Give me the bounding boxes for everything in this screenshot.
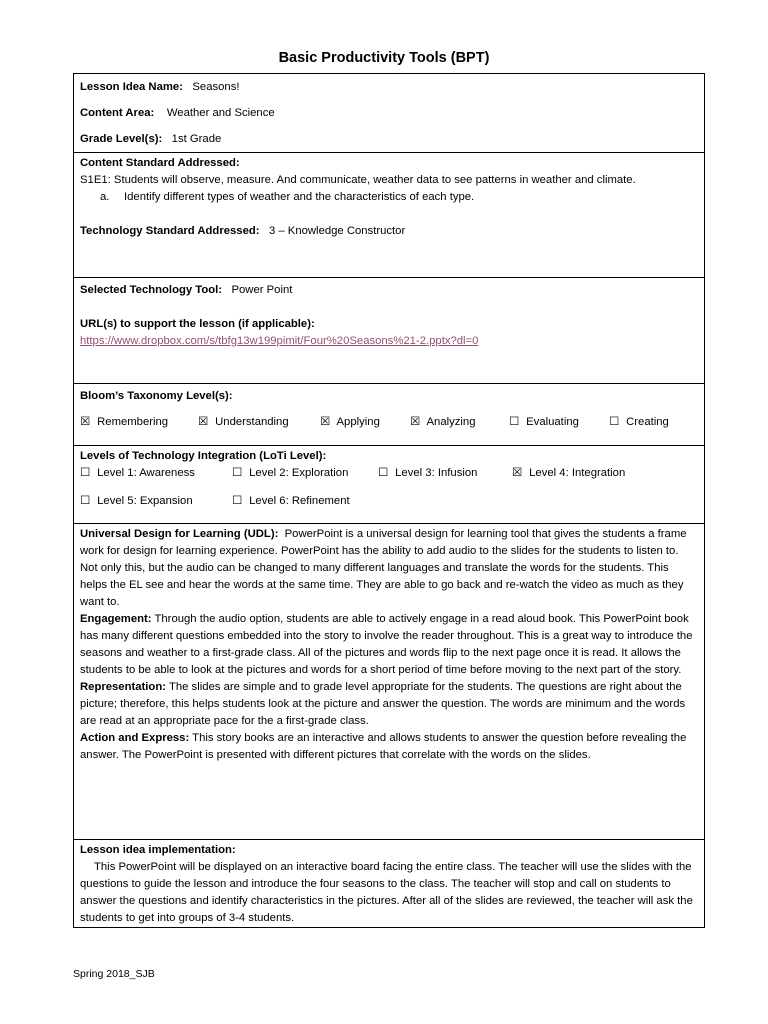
- check-box-icon: ☒: [80, 416, 91, 428]
- lesson-url-link[interactable]: https://www.dropbox.com/s/tbfg13w199pimit/Four%20Seasons%21-2.pptx?dl=0: [80, 335, 479, 347]
- tech-standard-value: 3 – Knowledge Constructor: [268, 225, 406, 237]
- tech-tool-value: Power Point: [231, 284, 293, 296]
- checkbox-evaluating[interactable]: [509, 414, 609, 431]
- url-label: URL(s) to support the lesson (if applicable):: [80, 318, 315, 330]
- representation-text: The slides are simple and to grade level appropriate for the students. The questions are right about the picture; therefore, this helps students look at the picture and answer the question. The words are minimum and the words are read at an appropriate pace for the a first-grade class.: [80, 681, 686, 727]
- checkbox-creating[interactable]: [609, 414, 669, 431]
- checkbox-analyzing[interactable]: [410, 414, 509, 431]
- grade-level-label: Grade Level(s):: [80, 133, 163, 145]
- implementation-label: Lesson idea implementation:: [80, 844, 236, 856]
- standard-sub-letter: a.: [100, 191, 110, 203]
- tech-standard-label: Technology Standard Addressed:: [80, 225, 260, 237]
- engagement-text: Through the audio option, students are able to actively engage in a read aloud book. This PowerPoint book has many different questions embedded into the story to involve the reader throughout. This is a great way to introduce the seasons and weather to a first-grade class. All of the pictures and words flip to the next page once it is read. It allows the students to be able to look at the pictures and words for a short period of time before moving to the next part of the story.: [80, 613, 693, 676]
- action-text: This story books are an interactive and allows students to answer the question before revealing the answer. The PowerPoint is presented with different pictures that correlate with the words on the slides.: [80, 732, 687, 761]
- standards-section: [74, 152, 704, 277]
- checkbox-level-3[interactable]: [378, 465, 512, 482]
- check-box-icon: ☐: [609, 416, 620, 428]
- check-box-icon: ☐: [232, 467, 243, 479]
- check-box-icon: ☐: [378, 467, 389, 479]
- checkbox-level-4[interactable]: [512, 465, 625, 482]
- blooms-section: [74, 383, 704, 445]
- checkbox-label: Applying: [336, 416, 380, 428]
- checkbox-level-5[interactable]: [80, 493, 232, 510]
- check-box-icon: ☐: [232, 495, 243, 507]
- checkbox-label: Analyzing: [426, 416, 476, 428]
- grade-level-value: 1st Grade: [171, 133, 222, 145]
- content-area-label: Content Area:: [80, 107, 155, 119]
- implementation-section: [74, 839, 704, 927]
- action-label: Action and Express:: [80, 732, 190, 744]
- lesson-idea-label: Lesson Idea Name:: [80, 81, 183, 93]
- standard-sub-text: Identify different types of weather and the characteristics of each type.: [124, 191, 475, 203]
- checkbox-label: Remembering: [97, 416, 169, 428]
- content-area-row: [80, 105, 698, 122]
- check-box-icon: ☒: [320, 416, 331, 428]
- checkbox-applying[interactable]: [320, 414, 410, 431]
- standard-sub-item: [80, 189, 698, 206]
- lesson-idea-row: [80, 79, 698, 96]
- technology-tool-section: [74, 277, 704, 383]
- check-box-icon: ☒: [512, 467, 523, 479]
- checkbox-label: Level 6: Refinement: [249, 495, 350, 507]
- checkbox-remembering[interactable]: [80, 414, 198, 431]
- tech-tool-row: [80, 282, 698, 299]
- checkbox-label: Level 2: Exploration: [249, 467, 349, 479]
- tech-standard-row: [80, 223, 698, 240]
- lesson-form: [73, 73, 705, 928]
- check-box-icon: ☐: [509, 416, 520, 428]
- checkbox-level-1[interactable]: [80, 465, 232, 482]
- udl-engagement: [80, 611, 698, 679]
- check-box-icon: ☒: [198, 416, 209, 428]
- checkbox-level-6[interactable]: [232, 493, 350, 510]
- content-standard-label: Content Standard Addressed:: [80, 157, 240, 169]
- checkbox-level-2[interactable]: [232, 465, 378, 482]
- lesson-info-section: [74, 74, 704, 152]
- check-box-icon: ☒: [410, 416, 421, 428]
- checkbox-label: Evaluating: [526, 416, 579, 428]
- loti-row-2: [80, 493, 698, 510]
- checkbox-label: Level 1: Awareness: [97, 467, 195, 479]
- udl-intro: [80, 526, 698, 611]
- page-footer: Spring 2018_SJB: [73, 968, 155, 980]
- checkbox-label: Creating: [626, 416, 669, 428]
- udl-representation: [80, 679, 698, 730]
- loti-row-1: [80, 465, 698, 482]
- checkbox-label: Understanding: [215, 416, 289, 428]
- lesson-idea-value: Seasons!: [192, 81, 240, 93]
- checkbox-label: Level 4: Integration: [529, 467, 626, 479]
- tech-tool-label: Selected Technology Tool:: [80, 284, 223, 296]
- checkbox-label: Level 3: Infusion: [395, 467, 478, 479]
- content-standard-text: S1E1: Students will observe, measure. And communicate, weather data to see patterns in weather and climate.: [80, 174, 636, 186]
- checkbox-label: Level 5: Expansion: [97, 495, 193, 507]
- representation-label: Representation:: [80, 681, 166, 693]
- udl-intro-text: PowerPoint is a universal design for learning tool that gives the students a frame work for design for learning experience. PowerPoint has the ability to add audio to the slides for the students to listen to. Not only this, but the audio can be changed to many different languages and translate the words for the students. This helps the EL see and hear the words at the same time. They are able to go back and re-watch the video as much as they want to.: [80, 528, 687, 608]
- loti-section: [74, 445, 704, 523]
- udl-section: [74, 523, 704, 839]
- content-area-value: Weather and Science: [166, 107, 275, 119]
- loti-label: Levels of Technology Integration (LoTi Level):: [80, 450, 327, 462]
- blooms-label: Bloom’s Taxonomy Level(s):: [80, 390, 233, 402]
- check-box-icon: ☐: [80, 467, 91, 479]
- check-box-icon: ☐: [80, 495, 91, 507]
- grade-level-row: [80, 131, 698, 148]
- udl-action: [80, 730, 698, 764]
- page-title: Basic Productivity Tools (BPT): [278, 50, 490, 66]
- engagement-label: Engagement:: [80, 613, 152, 625]
- checkbox-understanding[interactable]: [198, 414, 320, 431]
- blooms-checkbox-row: [80, 414, 698, 431]
- udl-label: Universal Design for Learning (UDL):: [80, 528, 279, 540]
- implementation-text: This PowerPoint will be displayed on an interactive board facing the entire class. The teacher will use the slides with the questions to guide the lesson and introduce the four seasons to the class. The teacher will stop and call on students to answer the questions and identify characteristics in the pictures. After all of the slides are reviewed, the teacher will ask the students to get into groups of 3-4 students.: [80, 861, 693, 924]
